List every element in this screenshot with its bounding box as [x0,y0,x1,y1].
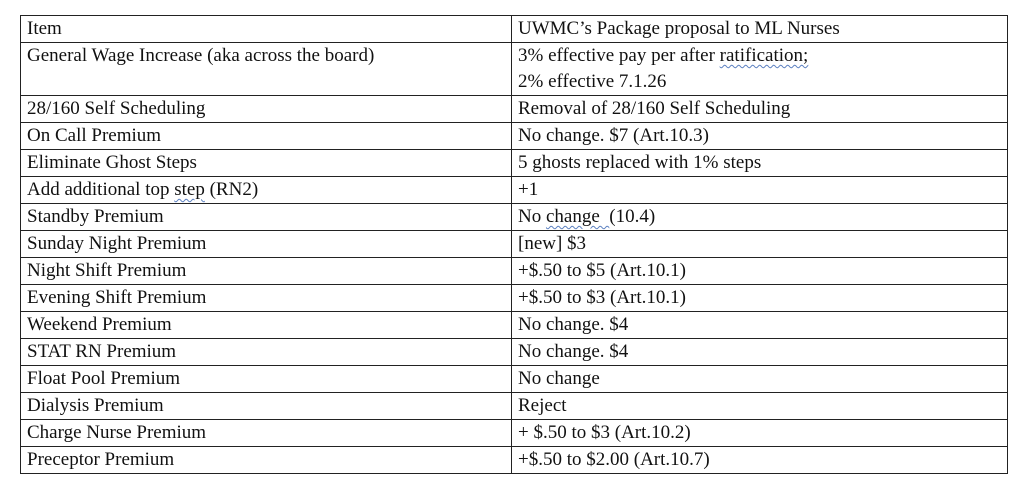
item-cell: Float Pool Premium [21,366,512,393]
proposal-cell: [new] $3 [512,231,1008,258]
table-row [21,43,1008,96]
table-row [21,96,1008,123]
proposal-text: 3% effective pay per after [518,45,720,66]
table-row [21,123,1008,150]
item-cell: Evening Shift Premium [21,285,512,312]
item-text: (RN2) [204,179,259,200]
proposal-cell: 5 ghosts replaced with 1% steps [512,150,1008,177]
item-cell: Dialysis Premium [21,393,512,420]
proposal-cell: +$.50 to $5 (Art.10.1) [512,258,1008,285]
item-cell: Preceptor Premium [21,447,512,474]
item-cell: On Call Premium [21,123,512,150]
item-cell: Standby Premium [21,204,512,231]
header-item: Item [21,16,512,43]
item-cell: STAT RN Premium [21,339,512,366]
item-cell [21,177,512,204]
proposal-cell: +$.50 to $3 (Art.10.1) [512,285,1008,312]
table-row [21,285,1008,312]
table-row [21,312,1008,339]
table-row [21,366,1008,393]
item-cell: General Wage Increase (aka across the board) [21,43,512,96]
item-cell: Night Shift Premium [21,258,512,285]
proposal-text: (10.4) [609,206,656,227]
proposal-cell: No change. $4 [512,339,1008,366]
table-row [21,204,1008,231]
proposal-cell: No change [512,366,1008,393]
proposal-line: 2% effective 7.1.26 [518,71,667,92]
item-text: Add additional top [27,179,175,200]
header-proposal: UWMC’s Package proposal to ML Nurses [512,16,1008,43]
table-row [21,258,1008,285]
proposal-line [518,43,1001,69]
item-cell: Charge Nurse Premium [21,420,512,447]
item-cell: 28/160 Self Scheduling [21,96,512,123]
proposal-cell: +$.50 to $2.00 (Art.10.7) [512,447,1008,474]
proposal-text: No [518,206,546,227]
table-row [21,150,1008,177]
proposal-cell: +1 [512,177,1008,204]
table-row [21,177,1008,204]
proposal-cell: Removal of 28/160 Self Scheduling [512,96,1008,123]
item-cell: Eliminate Ghost Steps [21,150,512,177]
proposal-cell [512,204,1008,231]
spellcheck-word: ratification; [719,45,809,66]
proposal-cell: + $.50 to $3 (Art.10.2) [512,420,1008,447]
table-row [21,393,1008,420]
table-header-row [21,16,1008,43]
proposal-cell [512,43,1008,96]
proposal-cell: No change. $4 [512,312,1008,339]
table-row [21,447,1008,474]
table-row [21,420,1008,447]
proposal-table [20,15,1008,474]
spellcheck-word: change [545,206,610,227]
table-row [21,231,1008,258]
proposal-cell: Reject [512,393,1008,420]
item-cell: Sunday Night Premium [21,231,512,258]
item-cell: Weekend Premium [21,312,512,339]
proposal-cell: No change. $7 (Art.10.3) [512,123,1008,150]
table-row [21,339,1008,366]
spellcheck-word: step [174,179,205,200]
